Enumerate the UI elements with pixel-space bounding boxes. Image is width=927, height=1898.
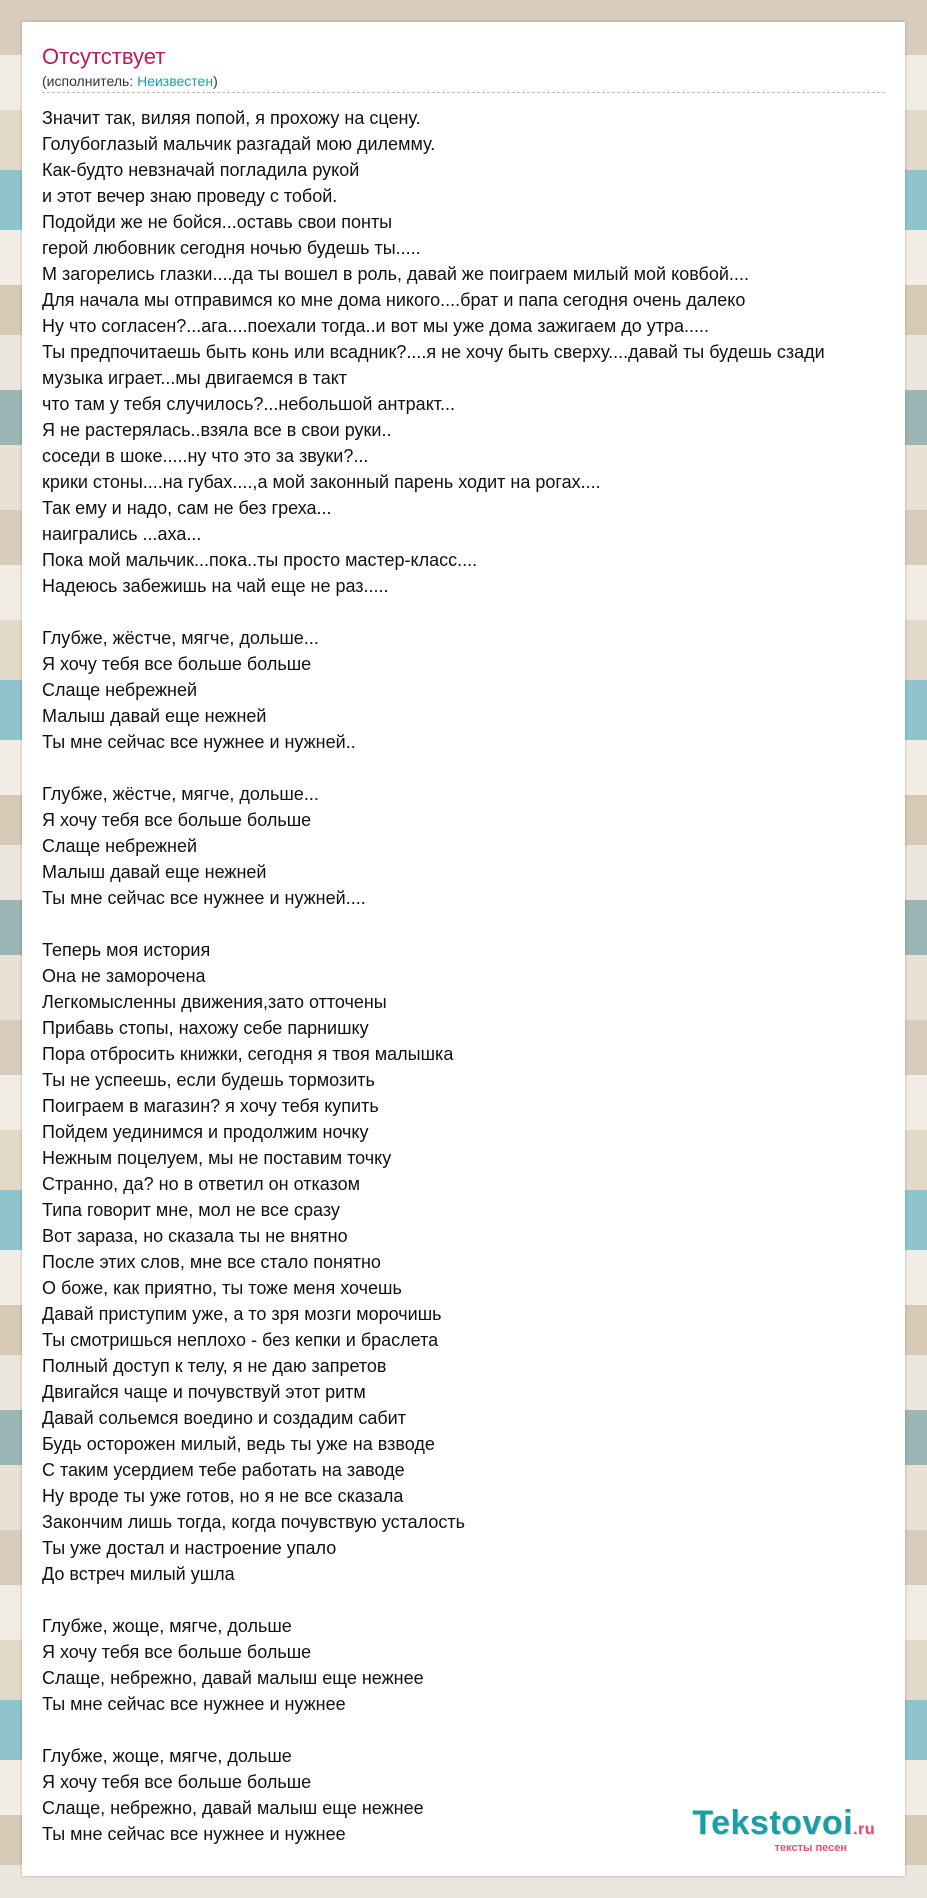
- lyric-line: Я хочу тебя все больше больше: [42, 654, 312, 674]
- lyric-line: Ты не успеешь, если будешь тормозить: [42, 1070, 375, 1090]
- lyric-line: Я хочу тебя все больше больше: [42, 1772, 312, 1792]
- lyric-line: Типа говорит мне, мол не все сразу: [42, 1200, 340, 1220]
- lyric-line: М загорелись глазки....да ты вошел в роль, давай же поиграем милый мой ковбой....: [42, 264, 749, 284]
- lyrics-page: [22, 22, 905, 1876]
- lyric-line: соседи в шоке.....ну что это за звуки?...: [42, 446, 369, 466]
- artist-prefix: (исполнитель:: [42, 73, 138, 89]
- lyrics-stanza: [42, 105, 905, 599]
- lyrics-stanza: [42, 781, 905, 911]
- lyric-line: Поиграем в магазин? я хочу тебя купить: [42, 1096, 379, 1116]
- lyric-line: Я хочу тебя все больше больше: [42, 1642, 312, 1662]
- lyric-line: Закончим лишь тогда, когда почувствую усталость: [42, 1512, 465, 1532]
- lyrics-text: [42, 105, 905, 1847]
- lyric-line: Глубже, жёстче, мягче, дольше...: [42, 628, 319, 648]
- lyric-line: Значит так, виляя попой, я прохожу на сцену.: [42, 108, 421, 128]
- lyric-line: Будь осторожен милый, ведь ты уже на взводе: [42, 1434, 435, 1454]
- lyric-line: крики стоны....на губах....,а мой законный парень ходит на рогах....: [42, 472, 601, 492]
- lyric-line: Слаще небрежней: [42, 680, 198, 700]
- lyric-line: Пойдем уединимся и продолжим ночку: [42, 1122, 369, 1142]
- lyric-line: Голубоглазый мальчик разгадай мою дилемму.: [42, 134, 436, 154]
- lyric-line: Ты смотришься неплохо - без кепки и браслета: [42, 1330, 439, 1350]
- lyric-line: Нежным поцелуем, мы не поставим точку: [42, 1148, 392, 1168]
- lyric-line: Глубже, жоще, мягче, дольше: [42, 1746, 292, 1766]
- lyric-line: Прибавь стопы, нахожу себе парнишку: [42, 1018, 369, 1038]
- lyric-line: наигрались ...аха...: [42, 524, 202, 544]
- artist-link[interactable]: Неизвестен: [137, 73, 214, 89]
- lyric-line: До встреч милый ушла: [42, 1564, 235, 1584]
- lyric-line: Она не заморочена: [42, 966, 206, 986]
- lyric-line: Пора отбросить книжки, сегодня я твоя малышка: [42, 1044, 454, 1064]
- lyric-line: Давай приступим уже, а то зря мозги морочишь: [42, 1304, 442, 1324]
- lyric-line: Я не растерялась..взяла все в свои руки..: [42, 420, 392, 440]
- song-header: [42, 42, 885, 90]
- lyric-line: Ты предпочитаешь быть конь или всадник?....я не хочу быть сверху....давай ты будешь сзади: [42, 342, 825, 362]
- lyric-line: герой любовник сегодня ночью будешь ты.....: [42, 238, 421, 258]
- lyric-line: Слаще, небрежно, давай малыш еще нежнее: [42, 1668, 424, 1688]
- lyric-line: Слаще небрежней: [42, 836, 198, 856]
- lyric-line: Надеюсь забежишь на чай еще не раз.....: [42, 576, 389, 596]
- lyric-line: Легкомысленны движения,зато отточены: [42, 992, 387, 1012]
- lyric-line: Полный доступ к телу, я не даю запретов: [42, 1356, 387, 1376]
- lyric-line: Ты мне сейчас все нужнее и нужнее: [42, 1824, 346, 1844]
- lyric-line: Подойди же не бойся...оставь свои понты: [42, 212, 393, 232]
- lyric-line: Ну вроде ты уже готов, но я не все сказала: [42, 1486, 404, 1506]
- lyric-line: Двигайся чаще и почувствуй этот ритм: [42, 1382, 366, 1402]
- lyric-line: Давай сольемся воедино и создадим сабит: [42, 1408, 406, 1428]
- lyric-line: Странно, да? но в ответил он отказом: [42, 1174, 360, 1194]
- lyric-line: Вот зараза, но сказала ты не внятно: [42, 1226, 348, 1246]
- lyric-line: Ты уже достал и настроение упало: [42, 1538, 337, 1558]
- logo-name: Tekstovoi: [692, 1804, 854, 1842]
- lyric-line: Ты мне сейчас все нужнее и нужнее: [42, 1694, 346, 1714]
- lyric-line: После этих слов, мне все стало понятно: [42, 1252, 381, 1272]
- lyric-line: Я хочу тебя все больше больше: [42, 810, 312, 830]
- lyric-line: О боже, как приятно, ты тоже меня хочешь: [42, 1278, 402, 1298]
- logo-tld: .ru: [853, 1821, 875, 1838]
- artist-suffix: ): [213, 73, 218, 89]
- lyrics-stanza: [42, 625, 905, 755]
- lyric-line: Ты мне сейчас все нужнее и нужней..: [42, 732, 356, 752]
- lyric-line: Так ему и надо, сам не без греха...: [42, 498, 332, 518]
- song-title: Отсутствует: [42, 44, 166, 69]
- lyric-line: что там у тебя случилось?...небольшой антракт...: [42, 394, 456, 414]
- header-divider: [42, 92, 885, 93]
- lyric-line: музыка играет...мы двигаемся в такт: [42, 368, 348, 388]
- artist-line: [42, 72, 885, 90]
- lyrics-stanza: [42, 937, 905, 1587]
- lyric-line: Слаще, небрежно, давай малыш еще нежнее: [42, 1798, 424, 1818]
- lyric-line: и этот вечер знаю проведу с тобой.: [42, 186, 338, 206]
- lyric-line: Ну что согласен?...ага....поехали тогда..и вот мы уже дома зажигаем до утра.....: [42, 316, 710, 336]
- lyric-line: Глубже, жёстче, мягче, дольше...: [42, 784, 319, 804]
- lyrics-stanza: [42, 1613, 905, 1717]
- lyric-line: Для начала мы отправимся ко мне дома никого....брат и папа сегодня очень далеко: [42, 290, 746, 310]
- lyric-line: Теперь моя история: [42, 940, 211, 960]
- lyric-line: Ты мне сейчас все нужнее и нужней....: [42, 888, 366, 908]
- lyric-line: Как-будто невзначай погладила рукой: [42, 160, 360, 180]
- site-logo[interactable]: [692, 1805, 875, 1854]
- lyric-line: Малыш давай еще нежней: [42, 862, 267, 882]
- lyric-line: Малыш давай еще нежней: [42, 706, 267, 726]
- lyric-line: Глубже, жоще, мягче, дольше: [42, 1616, 292, 1636]
- lyric-line: Пока мой мальчик...пока..ты просто мастер-класс....: [42, 550, 478, 570]
- logo-tagline: тексты песен: [774, 1842, 847, 1854]
- lyric-line: С таким усердием тебе работать на заводе: [42, 1460, 405, 1480]
